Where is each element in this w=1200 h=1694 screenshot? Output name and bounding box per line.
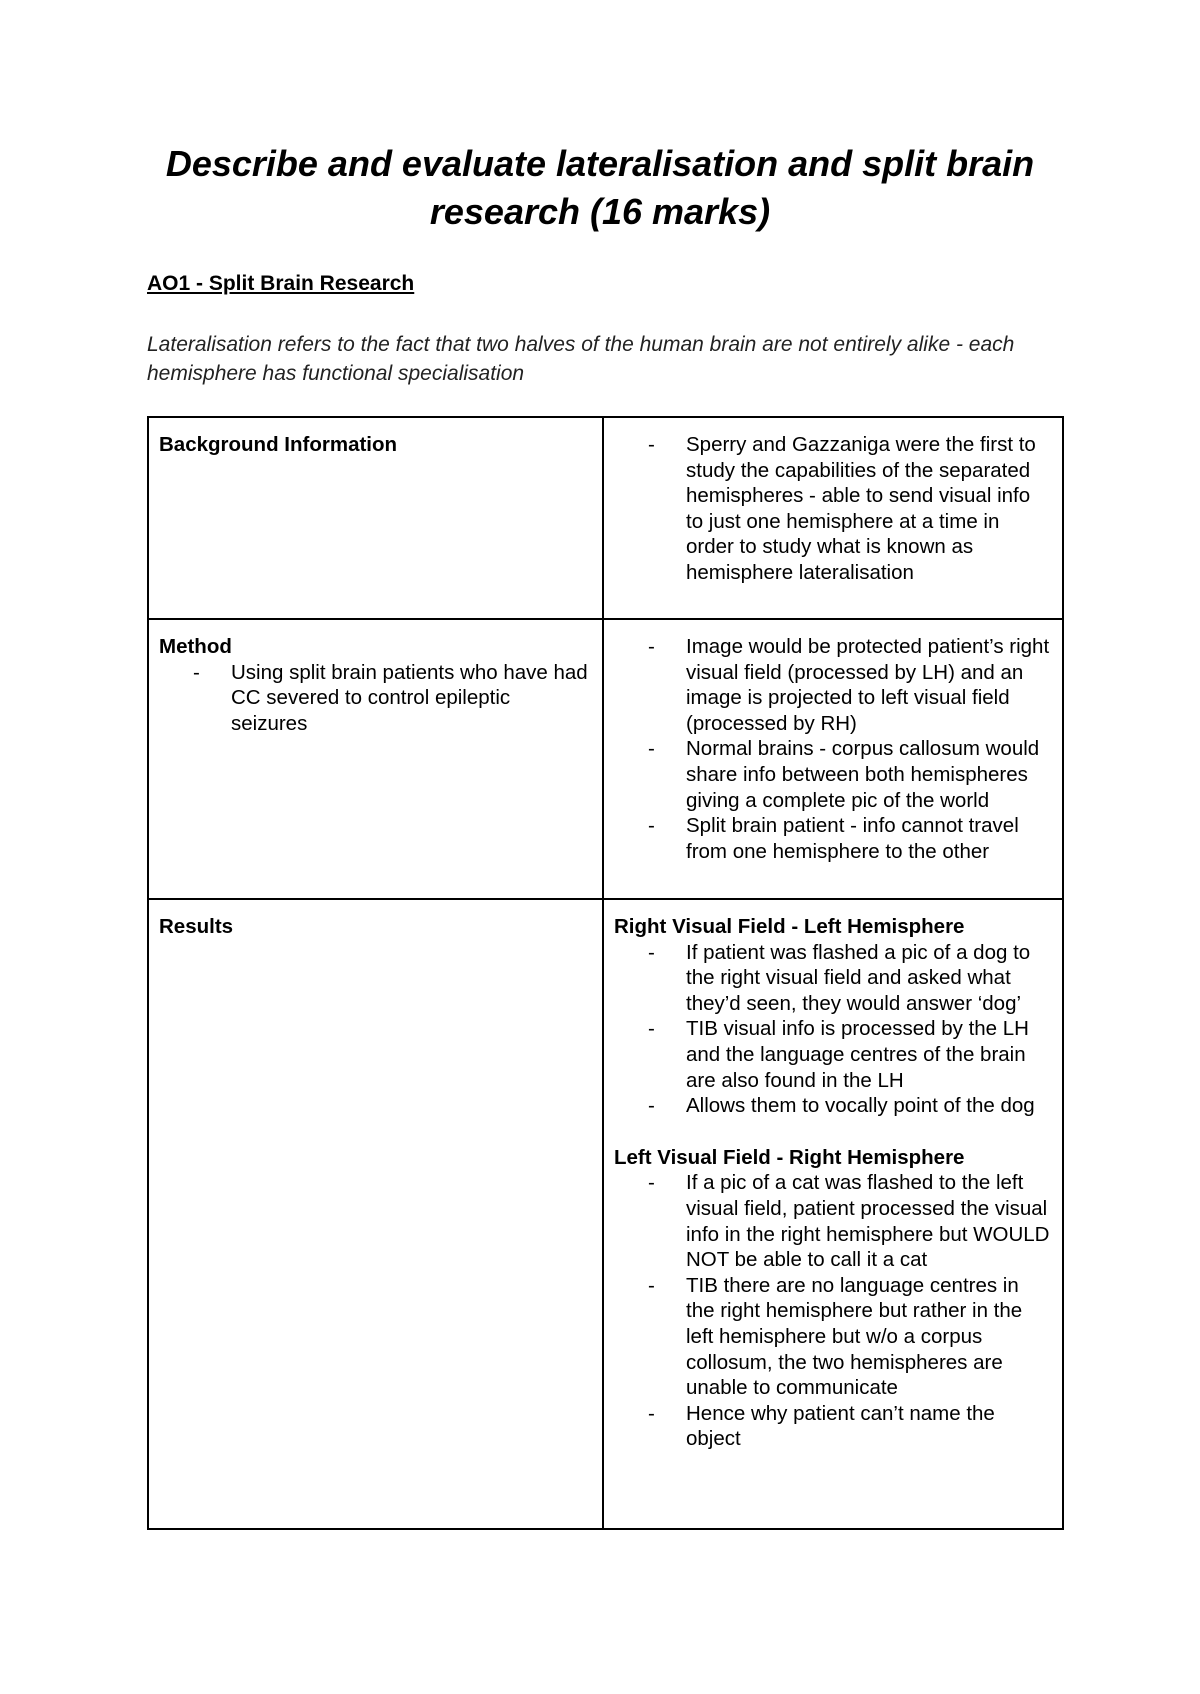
list-item: - TIB visual info is processed by the LH and the language centres of the brain are also found in the LH: [614, 1016, 1052, 1093]
section-heading: AO1 - Split Brain Research: [147, 272, 415, 295]
list-item: - Allows them to vocally point of the dog: [614, 1093, 1052, 1119]
background-label-cell: [148, 417, 603, 619]
method-label: Method: [159, 635, 232, 658]
spacer: [614, 1119, 1052, 1145]
method-left-points: [159, 660, 592, 737]
list-item: - If patient was flashed a pic of a dog to the right visual field and asked what they’d seen, they would answer ‘dog’: [614, 940, 1052, 1017]
intro-text: Lateralisation refers to the fact that two halves of the human brain are not entirely alike - each hemisphere has functional specialisation: [147, 333, 1015, 385]
rvf-heading: Right Visual Field - Left Hemisphere: [614, 915, 965, 938]
table-row-results: [148, 899, 1063, 1529]
rvf-points: [614, 940, 1052, 1119]
results-content-cell: [603, 899, 1063, 1529]
background-points: [614, 432, 1052, 586]
method-right-points: [614, 634, 1052, 864]
lvf-points: [614, 1170, 1052, 1452]
research-table: [147, 416, 1064, 1530]
page-title: Describe and evaluate lateralisation and split brain research (16 marks): [165, 143, 1035, 232]
background-content-cell: [603, 417, 1063, 619]
list-item: - If a pic of a cat was flashed to the left visual field, patient processed the visual info in the right hemisphere but WOULD NOT be able to call it a cat: [614, 1170, 1052, 1272]
list-item: - Hence why patient can’t name the object: [614, 1401, 1052, 1452]
background-label: Background Information: [159, 433, 398, 456]
table-row-method: [148, 619, 1063, 899]
results-label: Results: [159, 915, 234, 938]
method-label-cell: [148, 619, 603, 899]
list-item: - Sperry and Gazzaniga were the first to study the capabilities of the separated hemispheres - able to send visual info to just one hemisphere at a time in order to study what is known as hemisphere lateralisation: [614, 432, 1052, 586]
table-row-background: [148, 417, 1063, 619]
list-item: - Normal brains - corpus callosum would share info between both hemispheres giving a complete pic of the world: [614, 736, 1052, 813]
list-item: - TIB there are no language centres in the right hemisphere but rather in the left hemisphere but w/o a corpus collosum, the two hemispheres are unable to communicate: [614, 1273, 1052, 1401]
list-item: - Image would be protected patient’s right visual field (processed by LH) and an image is projected to left visual field (processed by RH): [614, 634, 1052, 736]
method-content-cell: [603, 619, 1063, 899]
lvf-heading: Left Visual Field - Right Hemisphere: [614, 1145, 965, 1169]
results-label-cell: [148, 899, 603, 1529]
list-item: - Split brain patient - info cannot travel from one hemisphere to the other: [614, 813, 1052, 864]
list-item: - Using split brain patients who have had CC severed to control epileptic seizures: [159, 660, 592, 737]
